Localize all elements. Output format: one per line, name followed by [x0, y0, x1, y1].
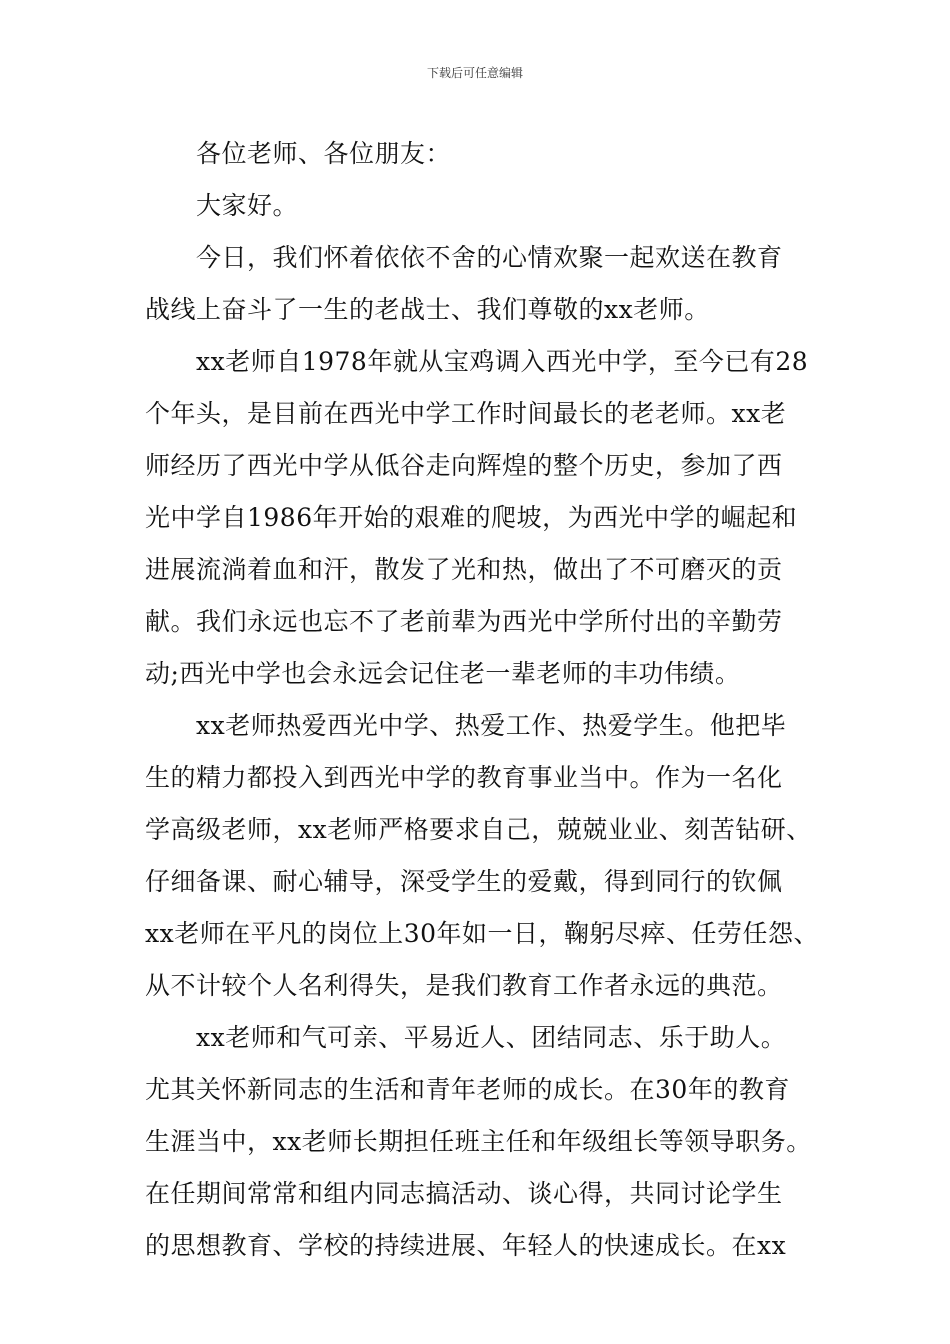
header-note: 下载后可任意编辑 — [426, 66, 523, 80]
text-line: 学高级老师，xx老师严格要求自己，兢兢业业、刻苦钻研、 — [145, 815, 812, 844]
text-line: 各位老师、各位朋友： — [196, 139, 452, 168]
text-line: xx老师自1978年就从宝鸡调入西光中学，至今已有28 — [196, 347, 809, 376]
text-line: 个年头，是目前在西光中学工作时间最长的老老师。xx老 — [145, 399, 787, 428]
text-line: 动;西光中学也会永远会记住老一辈老师的丰功伟绩。 — [145, 659, 741, 688]
text-line: 仔细备课、耐心辅导，深受学生的爱戴，得到同行的钦佩 — [145, 867, 783, 896]
text-line: 的思想教育、学校的持续进展、年轻人的快速成长。在xx — [145, 1231, 787, 1260]
text-line: xx老师和气可亲、平易近人、团结同志、乐于助人。 — [196, 1023, 787, 1052]
text-line: 光中学自1986年开始的艰难的爬坡，为西光中学的崛起和 — [145, 503, 798, 532]
text-line: 献。我们永远也忘不了老前辈为西光中学所付出的辛勤劳 — [145, 607, 783, 636]
text-line: 在任期间常常和组内同志搞活动、谈心得，共同讨论学生 — [145, 1179, 783, 1208]
text-line: 今日，我们怀着依依不舍的心情欢聚一起欢送在教育 — [196, 243, 783, 272]
text-line: xx老师热爱西光中学、热爱工作、热爱学生。他把毕 — [196, 711, 787, 740]
text-line: 进展流淌着血和汗，散发了光和热，做出了不可磨灭的贡 — [145, 555, 783, 584]
document-body — [145, 128, 835, 1272]
text-line: 师经历了西光中学从低谷走向辉煌的整个历史，参加了西 — [145, 451, 783, 480]
text-line: 战线上奋斗了一生的老战士、我们尊敬的xx老师。 — [145, 295, 710, 324]
text-line: 大家好。 — [196, 191, 299, 220]
text-line: 生的精力都投入到西光中学的教育事业当中。作为一名化 — [145, 763, 783, 792]
text-line: 尤其关怀新同志的生活和青年老师的成长。在30年的教育 — [145, 1075, 790, 1104]
text-line: 从不计较个人名利得失，是我们教育工作者永远的典范。 — [145, 971, 783, 1000]
text-line: xx老师在平凡的岗位上30年如一日，鞠躬尽瘁、任劳任怨、 — [145, 919, 820, 948]
text-line: 生涯当中，xx老师长期担任班主任和年级组长等领导职务。 — [145, 1127, 812, 1156]
